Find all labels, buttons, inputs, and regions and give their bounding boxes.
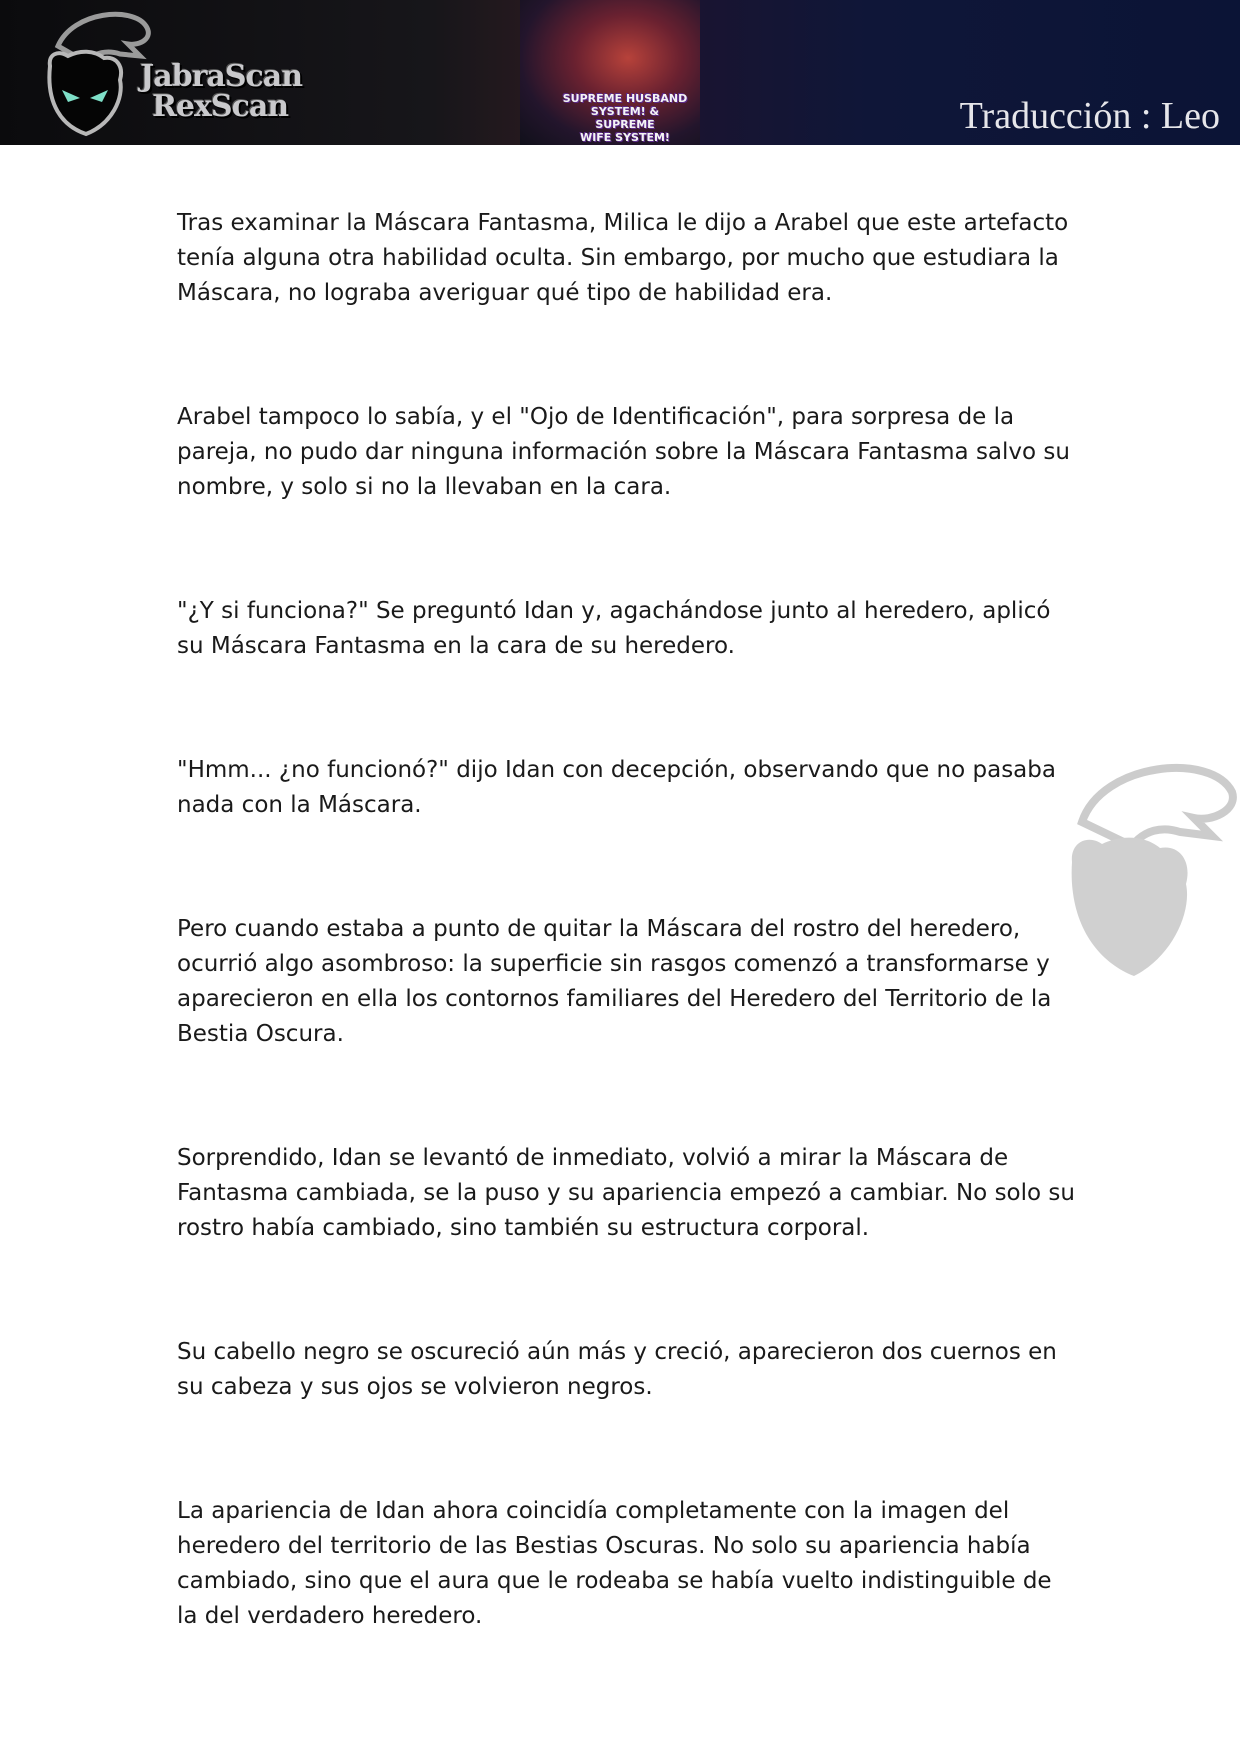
cover-art-title <box>560 92 690 144</box>
paragraph: Arabel tampoco lo sabía, y el "Ojo de Identificación", para sorpresa de la pareja, no pudo dar ninguna información sobre la Máscara Fantasma salvo su nombre, y solo si no la llevaban en la cara. <box>177 404 1070 500</box>
dinosaur-skull-watermark-icon <box>1062 752 1240 984</box>
paragraph: Su cabello negro se oscureció aún más y creció, aparecieron dos cuernos en su cabeza y sus ojos se volvieron negros. <box>177 1339 1057 1400</box>
cover-art-title-line-3: WIFE SYSTEM! <box>580 131 670 144</box>
brand-line-1: JabraScan <box>140 59 303 94</box>
brand-line-2: RexScan <box>152 89 289 124</box>
cover-art-title-line-1: SUPREME HUSBAND <box>562 92 688 105</box>
dinosaur-skull-logo-icon <box>28 6 158 142</box>
paragraph: Pero cuando estaba a punto de quitar la Máscara del rostro del heredero, ocurrió algo asombroso: la superficie sin rasgos comenzó a transformarse y aparecieron en ella los contornos familiares del Heredero del Territorio de la Bestia Oscura. <box>177 916 1052 1047</box>
brand-name <box>140 59 303 124</box>
paragraph: "¿Y si funciona?" Se preguntó Idan y, agachándose junto al heredero, aplicó su Máscara Fantasma en la cara de su heredero. <box>177 598 1051 659</box>
translator-credit: Traducción : Leo <box>959 95 1220 137</box>
chapter-text <box>177 206 1077 1723</box>
paragraph: Tras examinar la Máscara Fantasma, Milica le dijo a Arabel que este artefacto tenía alguna otra habilidad oculta. Sin embargo, por mucho que estudiara la Máscara, no lograba averiguar qué tipo de habilidad era. <box>177 210 1069 306</box>
paragraph: "Hmm... ¿no funcionó?" dijo Idan con decepción, observando que no pasaba nada con la Máscara. <box>177 757 1056 818</box>
header-banner <box>0 0 1240 145</box>
paragraph: Sorprendido, Idan se levantó de inmediato, volvió a mirar la Máscara de Fantasma cambiada, se la puso y su apariencia empezó a cambiar. No solo su rostro había cambiado, sino también su estructura corporal. <box>177 1145 1075 1241</box>
paragraph: La apariencia de Idan ahora coincidía completamente con la imagen del heredero del territorio de las Bestias Oscuras. No solo su apariencia había cambiado, sino que el aura que le rodeaba se había vuelto indistinguible de la del verdadero heredero. <box>177 1498 1052 1629</box>
cover-art-title-line-2: SYSTEM! & SUPREME <box>590 105 660 131</box>
